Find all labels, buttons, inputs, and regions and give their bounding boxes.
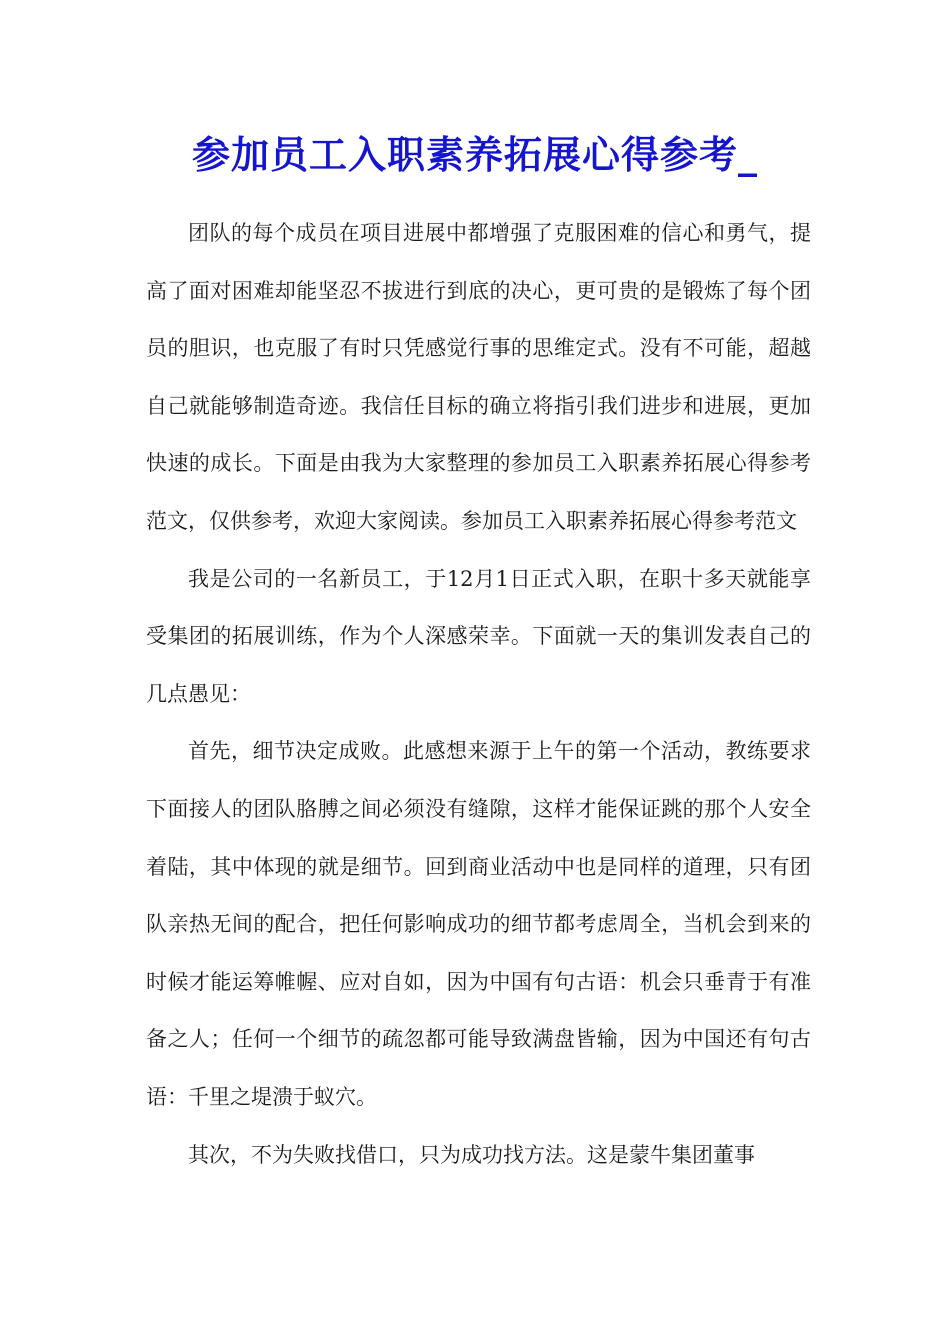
paragraph: 团队的每个成员在项目进展中都增强了克服困难的信心和勇气，提高了面对困难却能坚忍不拔进行到底的决心，更可贵的是锻炼了每个团员的胆识，也克服了有时只凭感觉行事的思维定式。没有不可能，超越自己就能够制造奇迹。我信任目标的确立将指引我们进步和进展，更加快速的成长。下面是由我为大家整理的参加员工入职素养拓展心得参考范文，仅供参考，欢迎大家阅读。参加员工入职素养拓展心得参考范文 (146, 221, 811, 533)
paragraph: 我是公司的一名新员工，于12月1日正式入职，在职十多天就能享受集团的拓展训练，作为个人深感荣幸。下面就一天的集训发表自己的几点愚见： (146, 566, 811, 706)
document-title: 参加员工入职素养拓展心得参考_ (191, 133, 758, 177)
paragraph: 首先，细节决定成败。此感想来源于上午的第一个活动，教练要求下面接人的团队胳膊之间必须没有缝隙，这样才能保证跳的那个人安全着陆，其中体现的就是细节。回到商业活动中也是同样的道理，只有团队亲热无间的配合，把任何影响成功的细节都考虑周全，当机会到来的时候才能运筹帷幄、应对自如，因为中国有句古语：机会只垂青于有准备之人；任何一个细节的疏忽都可能导致满盘皆输，因为中国还有句古语：千里之堤溃于蚁穴。 (146, 739, 811, 1109)
paragraph: 其次，不为失败找借口，只为成功找方法。这是蒙牛集团董事 (188, 1142, 755, 1167)
document-body (146, 205, 811, 1184)
